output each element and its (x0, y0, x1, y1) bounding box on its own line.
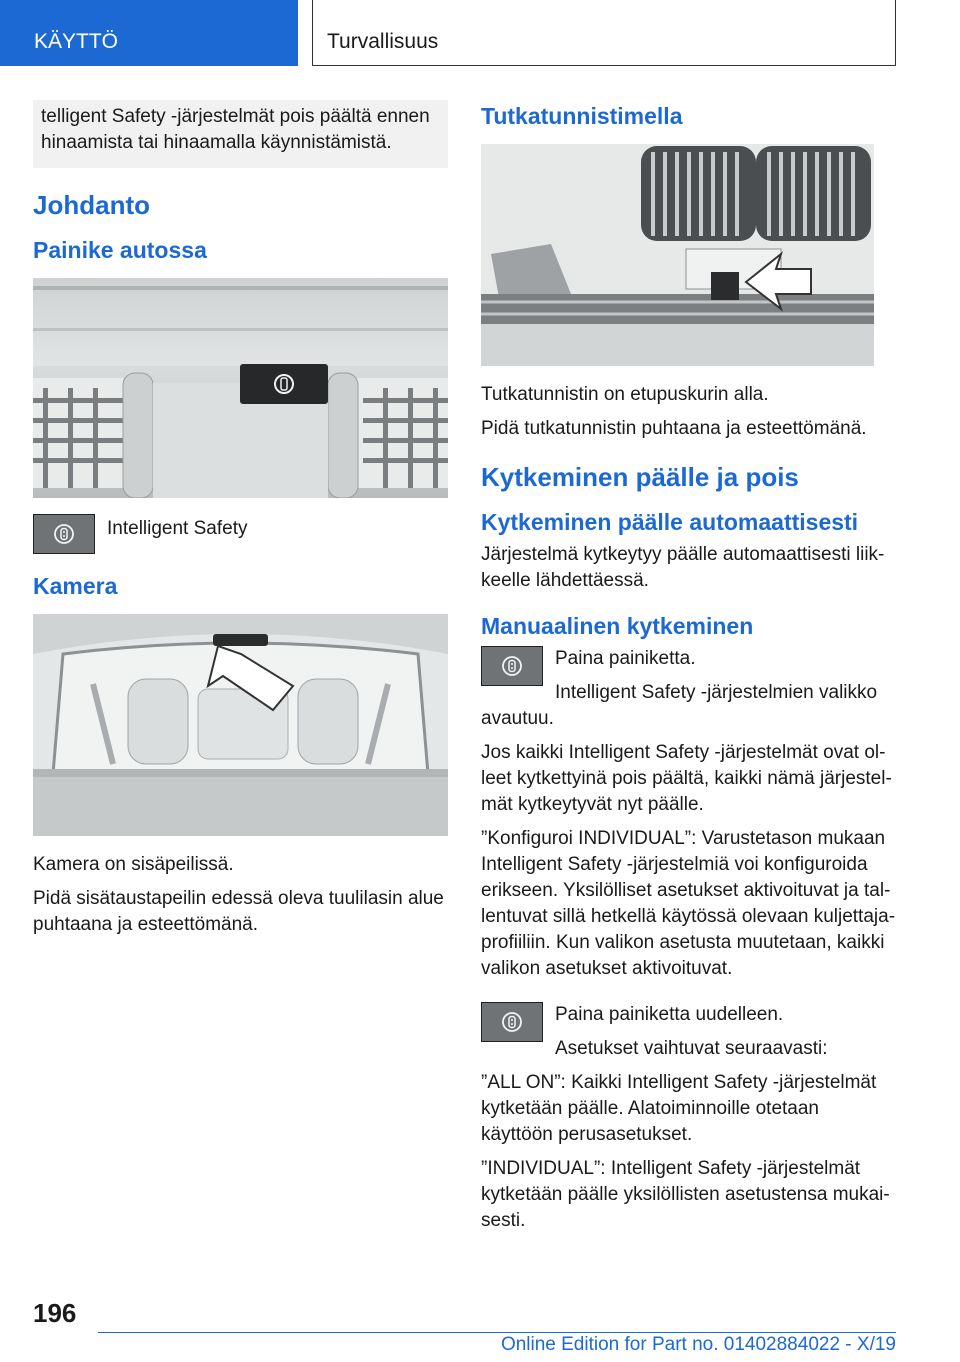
heading-radar: Tutkatunnistimella (481, 103, 683, 129)
heading-manual: Manuaalinen kytkeminen (481, 613, 754, 639)
heading-switch: Kytkeminen päälle ja pois (481, 462, 799, 492)
button-caption: Intelligent Safety (107, 518, 248, 539)
right-column (481, 100, 896, 1242)
intelligent-safety-icon (33, 514, 95, 554)
note-box (33, 100, 448, 168)
note-text: telligent Safety -järjestelmät pois päältä ennen hinaamista tai hinaamalla käynnistämistä. (41, 106, 430, 153)
front-bumper-illustration (481, 144, 874, 366)
heading-auto: Kytkeminen päälle automaattisesti (481, 509, 859, 535)
button-legend (33, 514, 448, 554)
manual-text-4: ”INDIVIDUAL”: Intelligent Safety -järjestelmät kytketään päälle yksilöllisten asetustensa mukaisesti. (481, 1158, 890, 1231)
radar-text-2: Pidä tutkatunnistin puhtaana ja esteettömänä. (481, 418, 867, 439)
camera-text-1: Kamera on sisäpeilissä. (33, 854, 234, 875)
left-column (33, 100, 448, 946)
radar-text-1: Tutkatunnistin on etupuskurin alla. (481, 384, 769, 405)
manual-step-2-text: Paina painiketta uudelleen. (555, 1004, 784, 1025)
manual-step-2-result: Asetukset vaihtuvat seuraavasti: (555, 1038, 828, 1059)
radar-figure (481, 144, 874, 366)
section-tab: KÄYTTÖ (0, 0, 298, 66)
heading-camera: Kamera (33, 573, 118, 599)
footer-rule (98, 1332, 896, 1333)
manual-step-1 (481, 646, 896, 740)
chapter-title: Turvallisuus (312, 0, 896, 66)
dashboard-button-figure (33, 278, 448, 498)
manual-text-3: ”ALL ON”: Kaikki Intelligent Safety -järjestelmät kytketään päälle. Alatoiminnoille otetaan käyttöön perusasetukset. (481, 1072, 877, 1145)
intelligent-safety-icon (481, 646, 543, 686)
camera-figure (33, 614, 448, 836)
camera-text-2: Pidä sisätaustapeilin edessä oleva tuulilasin alue puhtaana ja esteettömänä. (33, 888, 444, 935)
page-number: 196 (33, 1298, 77, 1328)
interior-illustration (33, 614, 448, 836)
dashboard-illustration (33, 278, 448, 498)
auto-text: Järjestelmä kytkeytyy päälle automaattisesti liikkeelle lähdettäessä. (481, 544, 885, 591)
intelligent-safety-icon (481, 1002, 543, 1042)
manual-text-2: ”Konfiguroi INDIVIDUAL”: Varustetason mukaan Intelligent Safety -järjestelmiä voi konfiguroida erikseen. Yksilölliset asetukset aktivoituvat ja tallentuvat sillä hetkellä käytössä olevaan kuljettajaprofiiliin. Kun valikon asetusta muutetaan, kaikki valikon asetukset aktivoituvat. (481, 828, 896, 979)
manual-step-1-result: Intelligent Safety -järjestelmien valikko avautuu. (481, 682, 878, 729)
edition-text: Online Edition for Part no. 01402884022 - X/19 (500, 1334, 896, 1355)
manual-text-1: Jos kaikki Intelligent Safety -järjestelmät ovat olleet kytkettyinä pois päältä, kaikki nämä järjestelmät kytkeytyvät nyt päälle. (481, 742, 892, 815)
manual-step-1-text: Paina painiketta. (555, 648, 696, 669)
heading-intro: Johdanto (33, 190, 150, 220)
heading-button: Painike autossa (33, 237, 207, 263)
manual-step-2 (481, 1002, 896, 1070)
